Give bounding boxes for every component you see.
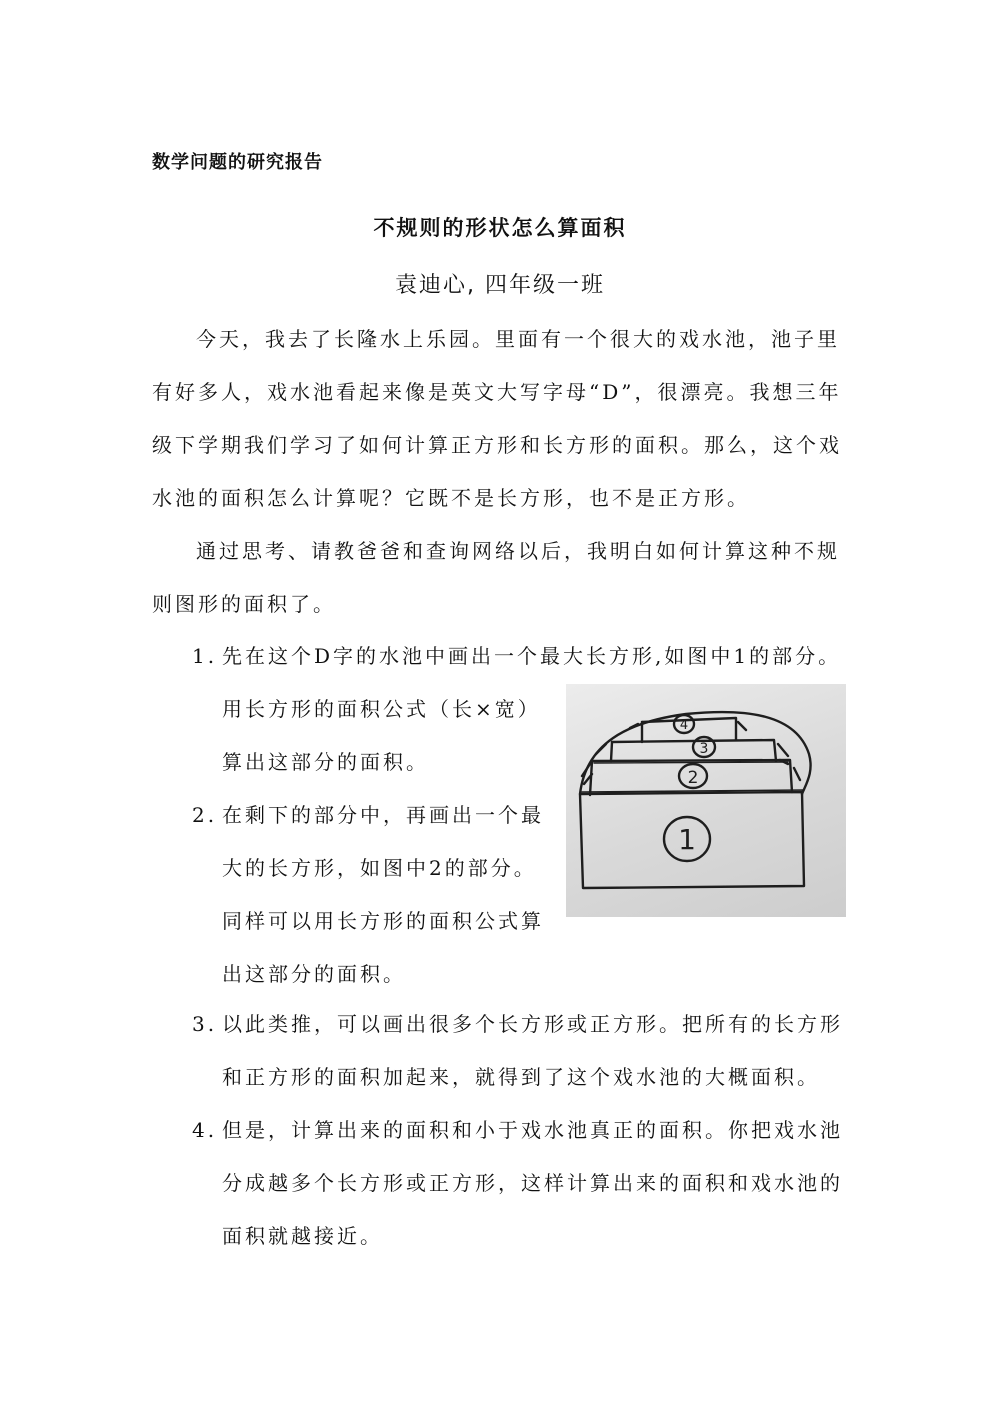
step-text-continued: 用长方形的面积公式（长×宽）算出这部分的面积。: [222, 697, 541, 774]
method-paragraph: 通过思考、请教爸爸和查询网络以后，我明白如何计算这种不规则图形的面积了。: [152, 539, 840, 616]
step-text: 在剩下的部分中，再画出一个最大的长方形，如图中2的部分。同样可以用长方形的面积公式算出这部分的面积。: [222, 803, 544, 986]
label-4: 4: [679, 718, 689, 733]
step-text: 以此类推，可以画出很多个长方形或正方形。把所有的长方形和正方形的面积加起来，就得到了这个戏水池的大概面积。: [222, 1012, 843, 1089]
step-number: 3.: [192, 1012, 218, 1036]
rectangle-4: [642, 718, 736, 740]
step-number: 2.: [192, 803, 218, 827]
pool-sketch-drawing: [566, 684, 846, 917]
step-number: 1.: [192, 644, 218, 668]
step-text: 先在这个D字的水池中画出一个最大长方形,如图中1的部分。: [222, 644, 842, 668]
label-2: 2: [687, 768, 699, 788]
step-number: 4.: [192, 1118, 218, 1142]
report-title: 不规则的形状怎么算面积: [373, 216, 627, 240]
intro-paragraph: 今天，我去了长隆水上乐园。里面有一个很大的戏水池，池子里有好多人，戏水池看起来像是英文大写字母“D”，很漂亮。我想三年级下学期我们学习了如何计算正方形和长方形的面积。那么，这个戏水池的面积怎么计算呢？它既不是长方形，也不是正方形。: [152, 327, 842, 510]
report-header: 数学问题的研究报告: [152, 152, 323, 173]
label-3: 3: [699, 741, 709, 757]
step-text: 但是，计算出来的面积和小于戏水池真正的面积。你把戏水池分成越多个长方形或正方形，这样计算出来的面积和戏水池的面积就越接近。: [222, 1118, 843, 1248]
author-line: 袁迪心, 四年级一班: [395, 273, 605, 298]
pool-sketch-figure: [566, 684, 846, 917]
label-1: 1: [678, 823, 696, 856]
